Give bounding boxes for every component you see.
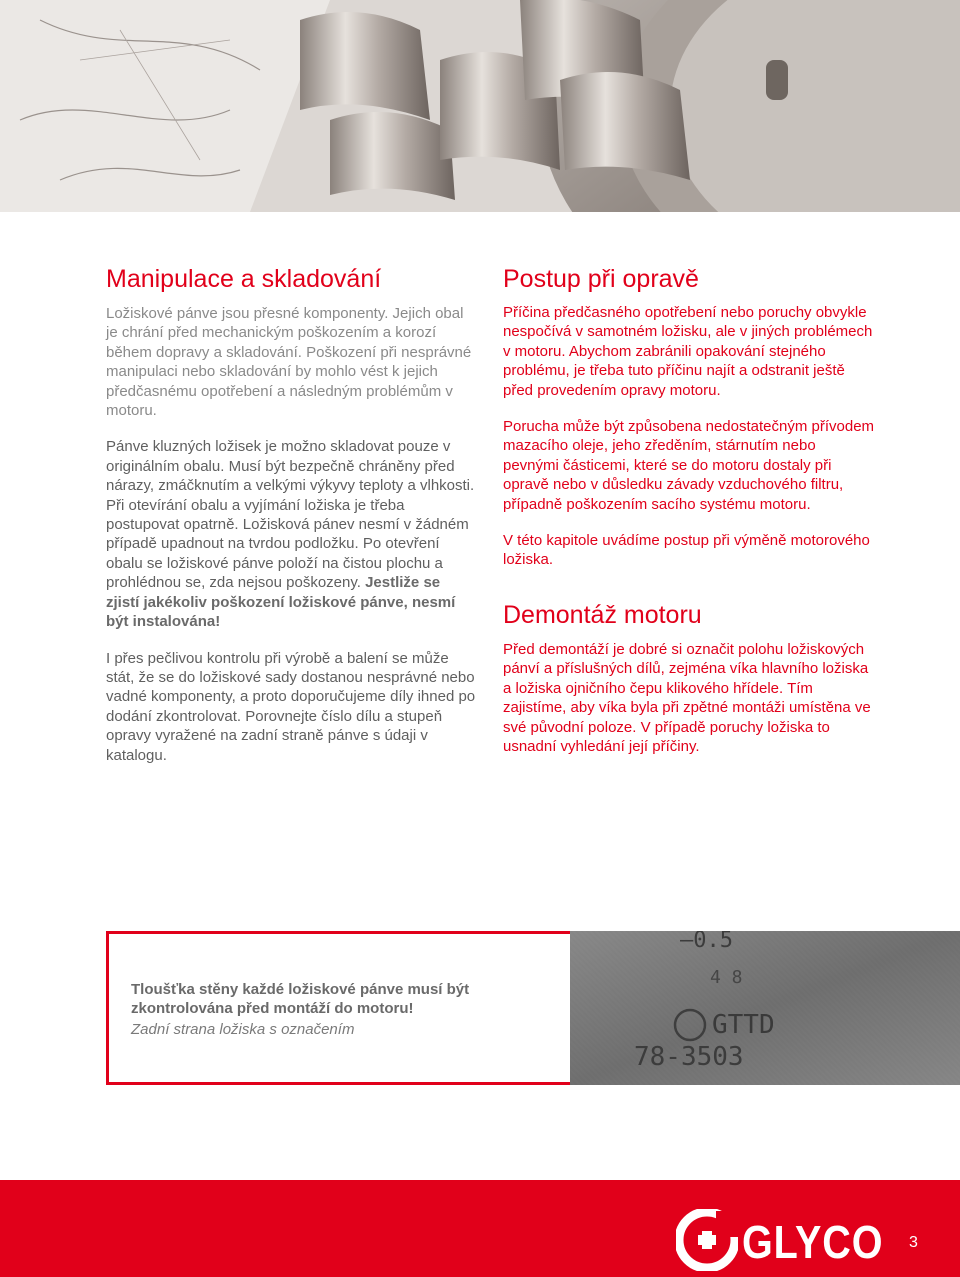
section-heading-repair: Postup při opravě xyxy=(503,265,699,293)
left-column xyxy=(106,262,476,782)
paragraph-cause: Příčina předčasného opotřebení nebo poruchy obvykle nespočívá v samotném ložisku, ale v jiných problémech v motoru. Abychom zabránili opakování stejného problému, je třeba tuto příčinu najít a odstranit ještě před provedením opravy motoru. xyxy=(503,304,873,399)
glyco-wordmark: GLYCO xyxy=(742,1216,884,1268)
paragraph-storage xyxy=(106,437,476,631)
paragraph-inspection: I přes pečlivou kontrolu při výrobě a balení se může stát, že se do ložiskové sady dostanou nesprávné nebo vadné komponenty, a proto doporučujeme díly ihned po dodání zkontrolovat. Porovnejte číslo dílu a stupeň opravy vyražené na zadní straně pánve s údaji v katalogu. xyxy=(106,649,476,764)
note-box-text xyxy=(131,980,531,1039)
svg-text:4 8: 4 8 xyxy=(710,967,743,988)
paragraph-chapter-intro: V této kapitole uvádíme postup při výměně motorového ložiska. xyxy=(503,532,870,569)
svg-text:–0.5: –0.5 xyxy=(680,931,733,953)
hero-photo-bearing-shells xyxy=(0,0,960,212)
section-heading-disassembly: Demontáž motoru xyxy=(503,600,702,629)
paragraph-packaging: Ložiskové pánve jsou přesné komponenty. Jejich obal je chrání před mechanickým poškozením a korozí během dopravy a skladování. Poškození při nesprávné manipulaci nebo skladování by mohlo vést k jejich předčasnému opotřebení a následným problémům v motoru. xyxy=(106,305,472,420)
page-number: 3 xyxy=(909,1234,918,1251)
glyco-logo xyxy=(676,1211,906,1271)
section-heading-handling: Manipulace a skladování xyxy=(106,265,382,293)
paragraph-disassembly: Před demontáží je dobré si označit polohu ložiskových pánví a příslušných dílů, zejména víka hlavního ložiska a ložiska ojničního čepu klikového hřídele. Tím zajistíme, aby víka byla při zpětné montáži umístěna ve své původní poloze. V případě poruchy ložiska to usnadní vyhledání její příčiny. xyxy=(503,640,871,755)
paragraph-failure-reasons: Porucha může být způsobena nedostatečným přívodem mazacího oleje, jeho zředěním, stárnutím nebo pevnými částicemi, které se do motoru dostaly při opravě nebo v důsledku závady vzduchového filtru, případně poškozením sacího systému motoru. xyxy=(503,418,875,513)
photo-stamp-code: GTTD xyxy=(712,1010,775,1040)
glyco-logo-mark-icon xyxy=(676,1209,738,1271)
bearing-shells-illustration xyxy=(0,0,960,212)
paragraph-storage-text: Pánve kluzných ložisek je možno skladovat pouze v originálním obalu. Musí být bezpečně chráněny před nárazy, zmáčknutím a velkými výkyvy teploty a vlhkosti. Při otevírání obalu a vyjímání ložiska je třeba postupovat opatrně. Ložisková pánev nesmí v žádném případě upadnout na tvrdou podložku. Po otevření obalu se ložiskové pánve položí na čistou plochu a prohlédnou se, zda nejsou poškozeny. xyxy=(106,438,475,592)
thickness-warning: Tloušťka stěny každé ložiskové pánve musí být zkontrolována před montáží do motoru! xyxy=(131,981,470,1017)
right-column xyxy=(503,262,875,773)
bearing-back-photo xyxy=(570,931,960,1085)
photo-caption: Zadní strana ložiska s označením xyxy=(131,1021,355,1038)
bearing-back-stamp-illustration xyxy=(570,931,960,1085)
photo-stamp-number: 78-3503 xyxy=(634,1042,744,1072)
warning-damaged-bearing: Jestliže se zjistí jakékoliv poškození ložiskové pánve, nesmí být instalována! xyxy=(106,574,456,631)
